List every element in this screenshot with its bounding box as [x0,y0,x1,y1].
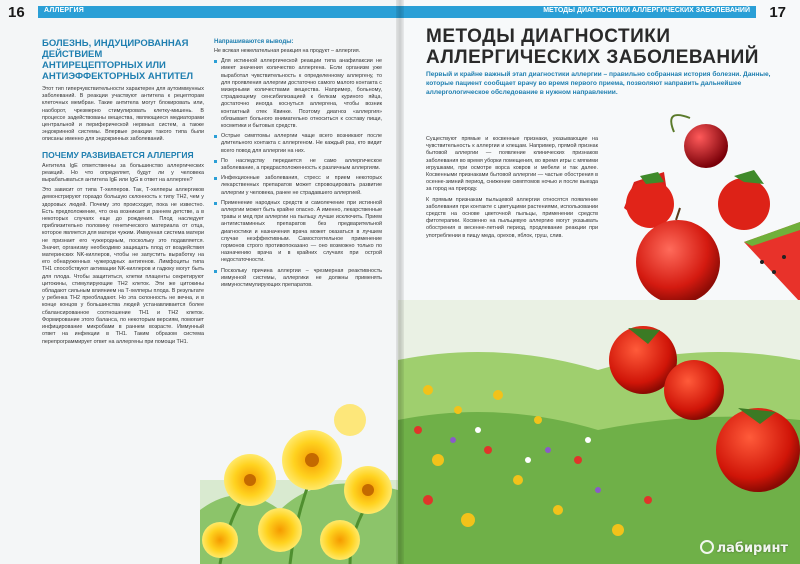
header-bar [38,6,398,18]
paragraph: Этот тип гиперчувствительности характерен для аутоиммунных заболеваний. В реакции участвуют антитела к рецепторам клеточных мембран. Такие антитела могут блокировать или, наоборот, чрезмерно стимулировать клетку-мишень. В процессе задействованы вещества, являющиеся медиаторами центральной и периферической нервных систем, а также эндокринной системы. Впервые реакции такого типа были описаны именно для эндокринных заболеваний. [42,86,204,143]
list-item: По наследству передается не само аллергическое заболевание, а предрасположенность к различным аллергиям. [214,158,382,172]
sidebar-column [214,38,382,292]
yellow-flowers-image [200,360,398,564]
main-column [42,38,204,349]
paragraph: Антитела IgE ответственны за большинство аллергических реакций. Но что определяет, будут ли у человека вырабатываться антитела IgE или IgG в ответ на аллерген? [42,162,204,184]
fruit-image [594,112,800,332]
sidebar-lead: Не всякая нежелательная реакция на продукт – аллергия. [214,48,361,54]
section-label: АЛЛЕРГИЯ [44,7,84,14]
lead-paragraph: Первый и крайне важный этап диагностики аллергии – правильно собранная история болезни. Данные, которые пациент сообщает врачу во время первого приема, позволяют направить дальнейшее аллергологическое обследование в нужном направлении. [426,71,771,96]
body-text [42,86,204,144]
conclusions-list [214,58,382,289]
page-number: 17 [769,4,786,21]
paragraph: К прямым признакам пыльцевой аллергии относятся появление заболевания при контакте с цветущими растениями, использовании средств на основе цветочной пыльцы, применении средств фитотерапии. Косвенно на пыльцевую аллергию могут указывать обострения в весенне-летний период, продлевание реакции при употреблении в пищу меда, орехов, яблок, груш, слив. [426,196,598,239]
page-number: 16 [8,4,25,21]
list-item: Острые симптомы аллергии чаще всего возникают после длительного контакта с аллергеном. Не каждый раз, кто видит всего повод для аллергии на них. [214,133,382,155]
page-title: МЕТОДЫ ДИАГНОСТИКИ АЛЛЕРГИЧЕСКИХ ЗАБОЛЕВАНИЙ [426,26,759,68]
paragraph: Существуют прямые и косвенные признаки, указывающие на чувствительность к аллергии и клещам. Например, прямой признак бытовой аллергии — появление клинических признаков заболевания во время уборки помещения, во время игры с мягкими игрушками, при осмотре ворса ковров и мебели и так далее. Косвенными признаками бытовой аллергии — частые обострения в осенне-зимний период, снижение симптомов ночью и после выезда за город на природу. [426,136,598,193]
watermark [700,540,788,556]
sidebar-heading: Напрашиваются выводы: [214,38,294,45]
list-item: Инфекционные заболевания, стресс и прием некоторых лекарственных препаратов может спровоцировать развитие аллергии у человека, ранее не страдавшего аллергией. [214,175,382,197]
body-text-2 [42,163,204,346]
meadow-image [398,300,800,564]
heading-sub: ПОЧЕМУ РАЗВИВАЕТСЯ АЛЛЕРГИЯ [42,149,194,160]
watermark-text: лабиринт [716,541,788,556]
list-item: Поскольку причина аллергии – чрезмерная реактивность иммунной системы, аллергики не должны применять иммуностимулирующих препаратов. [214,268,382,290]
heading-main: БОЛЕЗНЬ, ИНДУЦИРОВАННАЯ ДЕЙСТВИЕМ АНТИРЕЦЕПТОРНЫХ ИЛИ АНТИЭФФЕКТОРНЫХ АНТИТЕЛ [42,38,194,82]
list-item: Применение народных средств и самолечение при истинной аллергии может быть крайне опасно. А именно, лекарственные травы и мед при аллергии на пыльцу лучше исключить. Прием антигистаминных препаратов без предварительной диагностики и назначения врача может оказаться в лучшем случае неэффективным. Самостоятельное применение гормонов строго противопоказано — оно возможно только по назначению врача и в крайних случаях при острой недостаточности. [214,200,382,265]
right-page-header [398,2,800,24]
left-page [0,0,398,564]
right-page [398,0,800,564]
labirint-logo-icon [700,540,714,554]
paragraph: Это зависит от типа Т-хелперов. Так, Т-хелперы аллергиков демонстрируют гораздо большую склонность к типу ТН2, чем у здоровых людей. Почему это происходит, пока не известно. Есть предположение, что она возникает в раннем детстве, а в некоторых случаях еще до рождения. Плод наследует приблизительно половину генетического материала от отца, которое является для матери чужим. Иммунная система матери не признает его чужеродным, поскольку это подавляется. Значит, организму необходимо защищать плод от воздействия материнских NK-киллеров, чтобы не запустить выработку на его обнаруженных чужеродных антигенов. Лимфоциты типа ТН1 способствуют активации NK-киллеров и гадюку могут быть для плода. Чтобы защититься, клетки плаценты секретируют цитокины, стимулирующие ТН2 клеток. Эти же цитокины обладают сильным влиянием на Т-хелперы плода. В результате у ребенка ТН2 преобладают. Но эта склонность не вечна, и в конце концов у большинства людей устанавливается более сбалансированное соотношение ТН1 и ТН2 клеток. Формирование этого баланса, по некоторым версиям, помогает инфицирование микробами в раннем возрасте. Иммунный ответ на инфекции в ТН1. Таким образом система перепрограммирует ответ на аллергены при помощи ТН1. [42,187,204,345]
left-page-header [0,2,398,24]
list-item: Для истинной аллергической реакции типа анафилаксии не имеет значения количество аллергена. Если организм уже выработал чувствительность к определенному аллергену, то для проявления аллергии достаточно самого малого контакта с мизерными количествами вещества. Например, больному, страдающему сенсибилизацией к белкам куриного яйца, достаточно иногда коснуться аллергена, чтобы возник контактный отек Квинке. Поэтому диагноз «аллергия» обязывает больного внимательно относиться к составу пищи, косметики и бытовых средств. [214,58,382,130]
book-gutter [396,0,404,564]
section-label: МЕТОДЫ ДИАГНОСТИКИ АЛЛЕРГИЧЕСКИХ ЗАБОЛЕВАНИЙ [543,7,750,14]
body-text [426,136,598,243]
